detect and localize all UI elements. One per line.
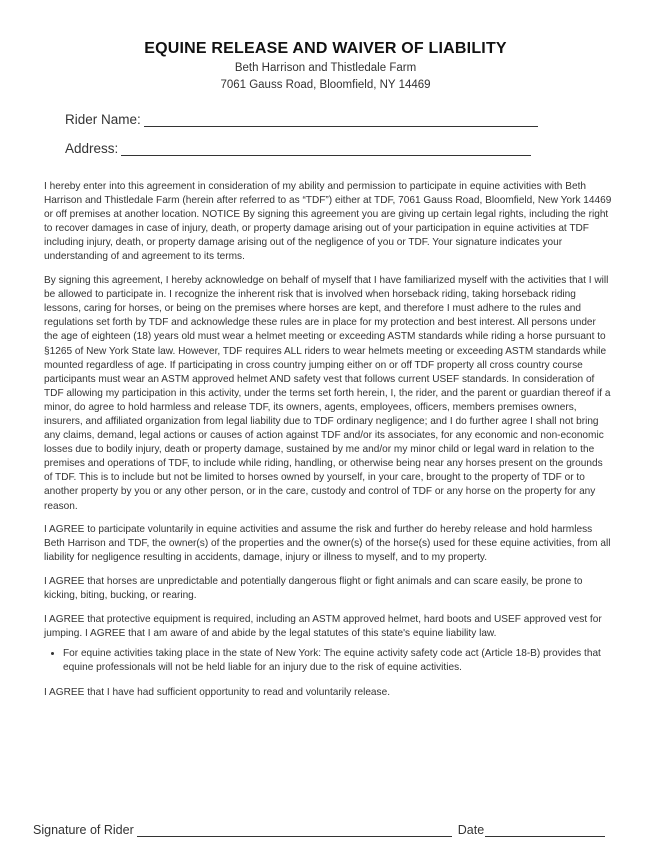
release-paragraph: I AGREE to participate voluntarily in equine activities and assume the risk and further do hereby release and hold harmless Beth Harrison and TDF, the owner(s) of the properties and the owner(s) of the horse(s) used for these equine activities, from all liability for negligence resulting in accidents, damage, injury or illness to myself, and to my property.: [44, 524, 611, 564]
statute-bullet: • For equine activities taking place in the state of New York: The equine activity safety code act (Article 18-B) provides that equine professionals will not be held liable for an injury due to the risk of equine activities.: [63, 647, 612, 675]
date-line[interactable]: [485, 822, 605, 837]
horse-risk-paragraph: I AGREE that horses are unpredictable and potentially dangerous flight or fight animals and can scare easily, be prone to kicking, biting, bucking, or rearing.: [44, 575, 583, 602]
final-paragraph: I AGREE that I have had sufficient opportunity to read and voluntarily release.: [44, 686, 391, 698]
address-line[interactable]: [121, 141, 531, 156]
signature-line[interactable]: [137, 822, 452, 837]
signature-row: [33, 822, 605, 837]
equipment-paragraph: I AGREE that protective equipment is required, including an ASTM approved helmet, hard boots and USEF approved vest for jumping. I AGREE that I am aware of and abide by the legal statutes of this state's equine liability law.: [44, 613, 602, 639]
statute-list: [44, 647, 612, 675]
rider-name-line[interactable]: [144, 112, 538, 127]
address-field: [65, 141, 531, 156]
rider-name-label: Rider Name:: [65, 112, 141, 127]
address-label: Address:: [65, 141, 119, 156]
organization-address: 7061 Gauss Road, Bloomfield, NY 14469: [220, 79, 431, 91]
document-title: EQUINE RELEASE AND WAIVER OF LIABILITY: [144, 40, 507, 57]
waiver-body: [44, 180, 612, 709]
date-label: Date: [457, 823, 485, 837]
rider-name-field: [65, 112, 538, 127]
document-header: [0, 40, 651, 92]
organization-name: Beth Harrison and Thistledale Farm: [234, 62, 417, 74]
intro-paragraph: I hereby enter into this agreement in consideration of my ability and permission to participate in equine activities with Beth Harrison and Thistledale Farm (herein after referred to as “TDF”) either at TDF, 7061 Gauss Road, Bloomfield, New York 14469 or off premises at another location. NOTICE By signing this agreement you are giving up certain legal rights, including the right to recover damages in case of injury, death, or property damage arising out of your participation in equine activities at TDF including injury, death, or property damage arising out of the negligence of you or TDF. Your signature indicates your understanding of and agreement to its terms.: [44, 181, 612, 263]
acknowledgement-paragraph: By signing this agreement, I hereby acknowledge on behalf of myself that I have familiarized myself with the activities that I will be allowed to participate in. I recognize the inherent risk that is involved when horseback riding, taking horseback riding lessons, caring for horses, or being on the premises where horses are kept, and therefore I must adhere to the rules and regulations set forth by TDF and acknowledge these rules are in place for my protection and best interest. All persons under the age of eighteen (18) years old must wear a helmet meeting or exceeding ASTM standards while riding a horse pursuant to §1265 of New York State law. However, TDF requires ALL riders to wear helmets meeting or exceeding ASTM standards while mounted regardless of age. If participating in cross country jumping either on or off TDF property all cross country course participants must wear an ASTM approved helmet AND safety vest that follows current USEF standards. In consideration of TDF allowing my participation in this activity, under the terms set forth herein, I, the rider, and the parent or guardian thereof if a minor, do agree to hold harmless and release TDF, its owners, agents, employees, officers, members premises owners, insurers, and affiliated organization from legal liability due to TDF ordinary negligence; and I do further agree I shall not bring any claims, demand, legal actions or causes of action against TDF and/or its associates, for any economic and non-economic losses due to bodily injury, death or property damage, sustained by me and/or my minor child or legal ward in relation to the premises and operations of TDF, to include while riding, handling, or otherwise being near any horses present on the grounds of TDF. This is to include but not be limited to horses owned by yourself, in your care, brought to the property of TDF or to another property by you or any other person, or in the care, custody and control of TDF or any horse on the property for any reason.: [44, 275, 611, 512]
signature-label: Signature of Rider: [33, 823, 134, 837]
